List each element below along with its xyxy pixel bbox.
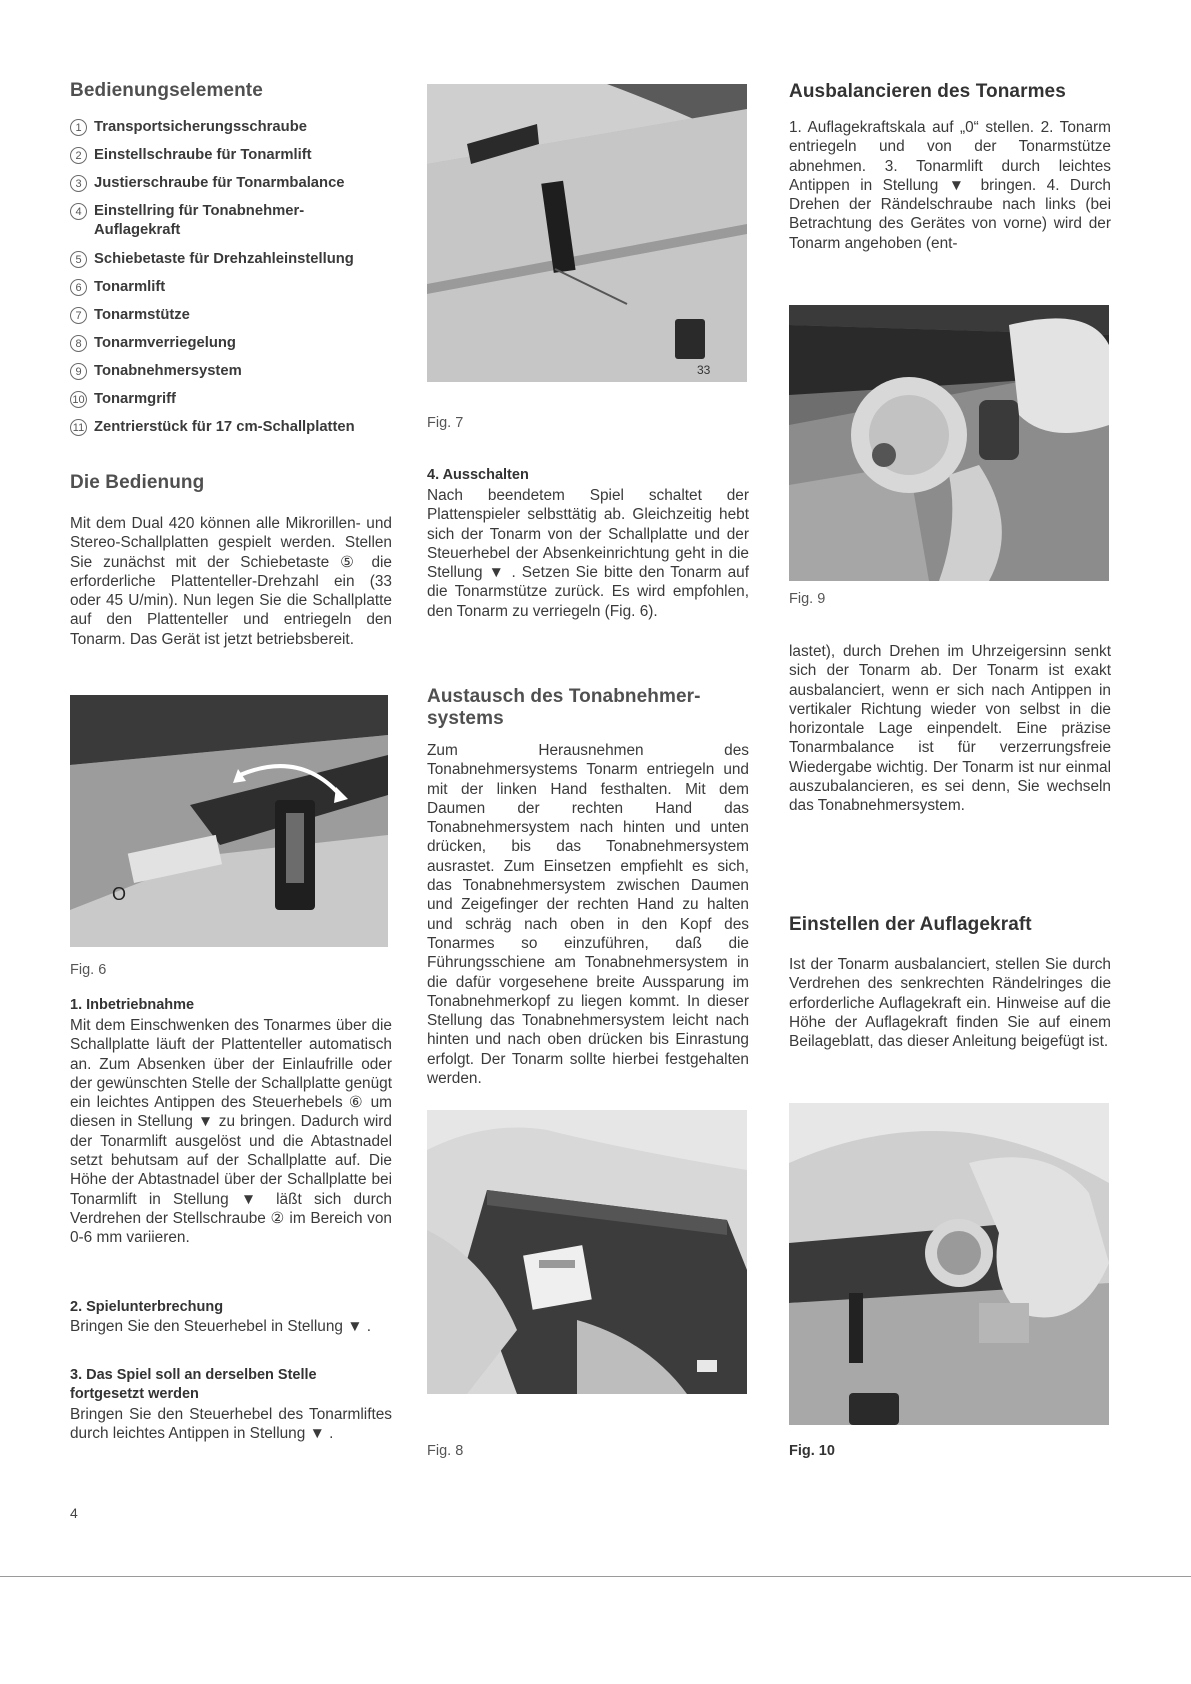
balance-heading: Ausbalancieren des Tonarmes — [789, 81, 1066, 102]
exchange-heading-line1: Austausch des Tonabnehmer- — [427, 686, 701, 707]
circled-number: 11 — [70, 419, 87, 436]
control-label: Schiebetaste für Drehzahleinstellung — [94, 251, 354, 267]
fig9-photo — [789, 305, 1109, 581]
balance-text-continued: lastet), durch Drehen im Uhrzeigersinn senkt sich der Tonarm ab. Der Tonarm ist exakt ausbalanciert, wenn er sich nach Antippen in vertikaler Richtung wieder von selbst in die horizontale Lage einpendelt. Eine präzise Tonarmbalance ist für verzerrungsfreie Wiedergabe wichtig. Der Tonarm ist nur einmal auszubalancieren, es sei denn, Sie wechseln das Tonabnehmersystem. — [789, 643, 1111, 815]
circled-number: 9 — [70, 363, 87, 380]
circled-number: 8 — [70, 335, 87, 352]
control-label: Tonarmlift — [94, 279, 166, 295]
fig8-photo — [427, 1110, 747, 1394]
circled-number: 6 — [70, 279, 87, 296]
fig7-caption: Fig. 7 — [427, 415, 464, 431]
tracking-force-ring-illustration — [789, 1103, 1109, 1425]
svg-text:O: O — [112, 884, 127, 904]
speed-slider-illustration — [427, 84, 747, 382]
circled-number: 1 — [70, 119, 87, 136]
operation-text: Mit dem Dual 420 können alle Mikrorillen- und Stereo-Schallplatten gespielt werden. Stellen Sie zunächst mit der Schiebetaste ⑤ die erforderliche Plattenteller-Drehzahl ein (33 oder 45 U/min). Nun legen Sie die Schallplatte auf den Plattenteller und entriegeln den Tonarm. Das Gerät ist jetzt betriebsbereit. — [70, 515, 392, 648]
fig10-caption: Fig. 10 — [789, 1443, 835, 1459]
step4-text: Nach beendetem Spiel schaltet der Plattenspieler selbsttätig ab. Gleichzeitig hebt sich der Tonarm von der Schallplatte und der Steuerhebel der Absenkeinrichtung geht in die Stellung ▼ . Setzen Sie bitte den Tonarm auf die Tonarmstütze zurück. Es wird empfohlen, den Tonarm zu verriegeln (Fig. 6). — [427, 487, 749, 620]
circled-number: 7 — [70, 307, 87, 324]
controls-heading: Bedienungselemente — [70, 80, 263, 101]
step4-heading: 4. Ausschalten — [427, 467, 529, 483]
control-label: Transportsicherungsschraube — [94, 119, 307, 135]
circled-number: 5 — [70, 251, 87, 268]
operation-heading: Die Bedienung — [70, 472, 205, 493]
force-heading: Einstellen der Auflagekraft — [789, 914, 1032, 935]
step2-heading: 2. Spielunterbrechung — [70, 1299, 224, 1315]
svg-text:33: 33 — [697, 363, 711, 377]
circled-number: 3 — [70, 175, 87, 192]
fig9-caption: Fig. 9 — [789, 591, 826, 607]
page-number: 4 — [70, 1505, 78, 1521]
balance-screw-illustration — [789, 305, 1109, 581]
control-label: Einstellschraube für Tonarmlift — [94, 147, 312, 163]
fig8-caption: Fig. 8 — [427, 1443, 464, 1459]
control-label: Tonarmgriff — [94, 391, 176, 407]
control-label: Zentrierstück für 17 cm-Schallplatten — [94, 419, 355, 435]
list-item — [70, 174, 400, 193]
tonearm-lock-illustration — [70, 695, 388, 947]
fig6-photo — [70, 695, 388, 947]
control-label: Tonabnehmersystem — [94, 363, 242, 379]
bottom-rule — [0, 1576, 1191, 1577]
fig6-caption: Fig. 6 — [70, 962, 107, 978]
list-item — [70, 362, 400, 381]
step1-heading: 1. Inbetriebnahme — [70, 997, 195, 1013]
list-item — [70, 390, 400, 409]
list-item — [70, 146, 400, 165]
control-label: Tonarmstütze — [94, 307, 190, 323]
list-item — [70, 334, 400, 353]
list-item — [70, 306, 400, 325]
fig7-photo — [427, 84, 747, 382]
list-item — [70, 278, 400, 297]
circled-number: 2 — [70, 147, 87, 164]
step3-text: Bringen Sie den Steuerhebel des Tonarmliftes durch leichtes Antippen in Stellung ▼ . — [70, 1406, 392, 1443]
exchange-heading-line2: systems — [427, 708, 504, 729]
circled-number: 4 — [70, 203, 87, 220]
step2-text: Bringen Sie den Steuerhebel in Stellung ▼ . — [70, 1318, 372, 1335]
circled-number: 10 — [70, 391, 87, 408]
force-text: Ist der Tonarm ausbalanciert, stellen Sie durch Verdrehen des senkrechten Rändelringes die erforderliche Auflagekraft ein. Hinweise auf die Höhe der Auflagekraft finden Sie auf einem Beilageblatt, das dieser Anleitung beigefügt ist. — [789, 956, 1111, 1051]
cartridge-exchange-illustration — [427, 1110, 747, 1394]
step1-text: Mit dem Einschwenken des Tonarmes über die Schallplatte läuft der Plattenteller automatisch an. Zum Absenken über der Einlaufrille oder der gewünschten Stelle der Schallplatte genügt ein leichtes Antippen des Steuerhebels ⑥ um diesen in Stellung ▼ zu bringen. Dadurch wird der Tonarmlift ausgelöst und die Abtastnadel setzt behutsam auf der Schallplatte auf. Die Höhe der Abtastnadel über der Schallplatte bei Tonarmlift in Stellung ▼ läßt sich durch Verdrehen der Stellschraube ② im Bereich von 0-6 mm variieren. — [70, 1017, 392, 1247]
step3-heading: 3. Das Spiel soll an derselben Stelle fortgesetzt werden — [70, 1367, 317, 1402]
exchange-text: Zum Herausnehmen des Tonabnehmersystems Tonarm entriegeln und mit der linken Hand festhalten. Mit dem Daumen der rechten Hand das Tonabnehmersystem nach hinten und unten drücken, bis das Tonabnehmersystem ausrastet. Zum Einsetzen empfiehlt es sich, das Tonabnehmersystem zwischen Daumen und Zeigefinger der rechten Hand zu halten und schräg nach oben in den Kopf des Tonarmes so einzuführen, daß die Führungsschiene am Tonabnehmersystem in die dafür vorgesehene breite Aussparung im Tonabnehmerkopf zu liegen kommt. In dieser Stellung das Tonabnehmersystem leicht nach hinten und nach oben drücken bis Einrastung erfolgt. Der Tonarm sollte hierbei festgehalten werden. — [427, 742, 749, 1088]
list-item — [70, 250, 400, 269]
list-item — [70, 118, 400, 137]
control-label: Justierschraube für Tonarmbalance — [94, 175, 345, 191]
fig10-photo — [789, 1103, 1109, 1425]
control-label: Einstellring für Tonabnehmer-Auflagekraft — [94, 203, 305, 238]
list-item — [70, 418, 400, 437]
list-item — [70, 202, 340, 240]
balance-text: 1. Auflagekraftskala auf „0“ stellen. 2. Tonarm entriegeln und von der Tonarmstütze abnehmen. 3. Tonarmlift durch leichtes Antippen in Stellung ▼ bringen. 4. Durch Drehen der Rändelschraube nach links (bei Betrachtung des Gerätes von vorne) wird der Tonarm angehoben (ent- — [789, 119, 1111, 252]
control-label: Tonarmverriegelung — [94, 335, 236, 351]
